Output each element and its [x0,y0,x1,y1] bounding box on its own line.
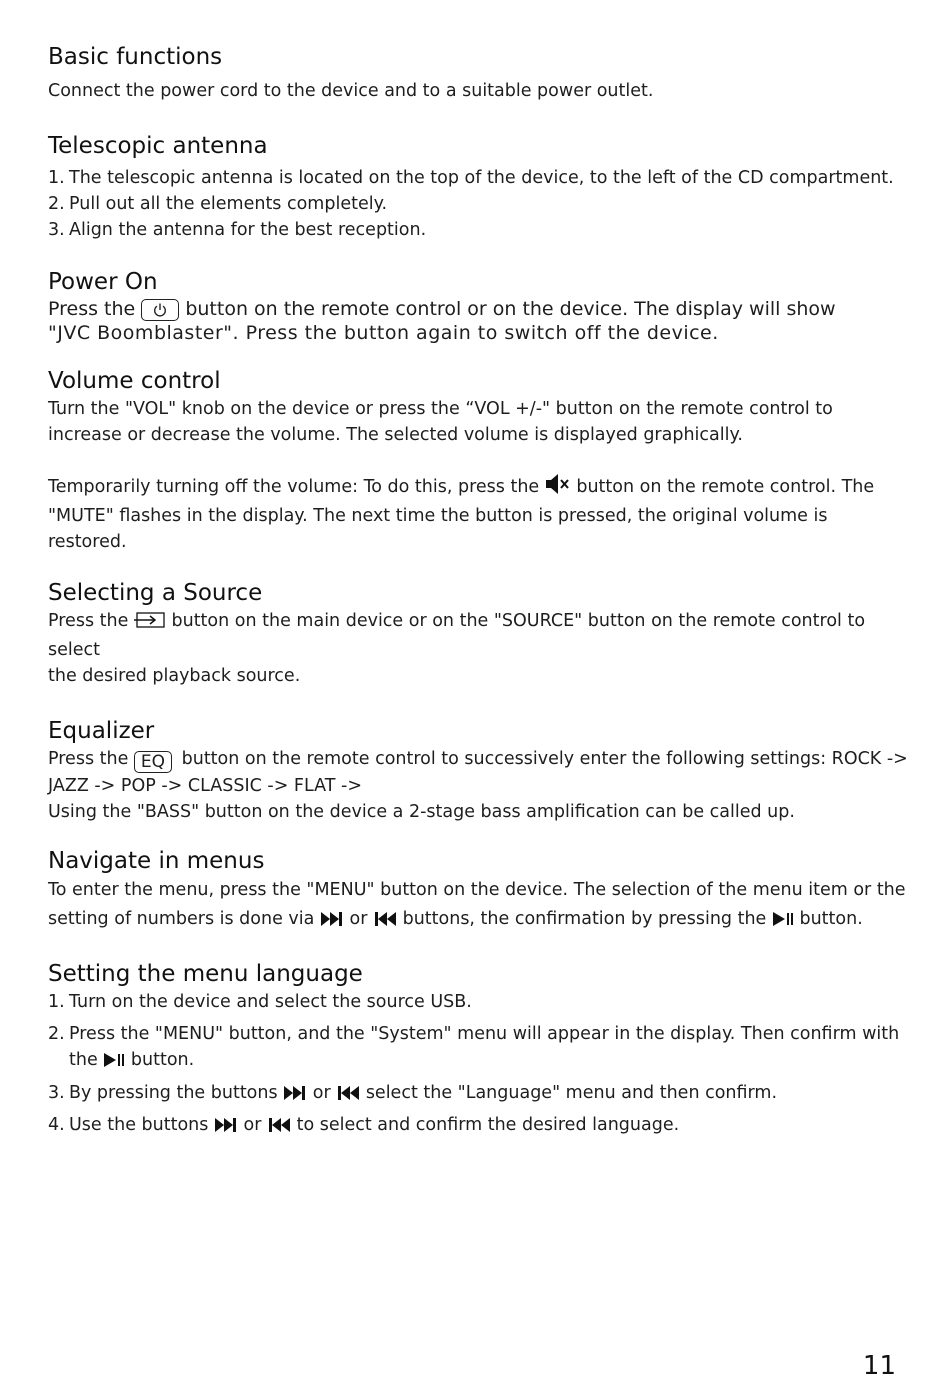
heading-navigate-menus: Navigate in menus [48,848,265,874]
list-item: 2. Pull out all the elements completely. [48,194,388,214]
section-power-on [48,267,908,345]
basic-functions-text: Connect the power cord to the device and to a suitable power outlet. [48,81,654,101]
section-equalizer [48,716,908,825]
mute-text: Temporarily turning off the volume: To do this, press the button on the remote control. The "MUTE" flashes in the display. The next time the button is pressed, the original volume is restored. [48,473,908,555]
list-item: 1. Turn on the device and select the source USB. [48,992,472,1012]
volume-control-text: Turn the "VOL" knob on the device or press the “VOL +/-" button on the remote control to increase or decrease the volume. The selected volume is displayed graphically. [48,399,833,445]
section-volume-control [48,366,908,555]
manual-page [48,42,908,1141]
heading-telescopic-antenna: Telescopic antenna [48,133,268,159]
antenna-steps [48,165,908,243]
play-pause-icon [772,908,794,937]
skip-next-icon [214,1115,238,1141]
equalizer-text: Press the EQ button on the remote control to successively enter the following settings: ROCK -> JAZZ -> POP -> CLASSIC -> FLAT -> Using the "BASS" button on the device a 2-stage bass amplification can be called up. [48,749,908,822]
skip-next-icon [320,908,344,937]
power-icon [141,299,179,321]
language-steps [48,989,908,1141]
navigate-menus-text: To enter the menu, press the "MENU" button on the device. The selection of the menu item or the setting of numbers is done via or buttons, the confirmation by pressing the button. [48,876,908,937]
list-item: 4. Use the buttons or to select and confirm the desired language. [48,1112,908,1141]
list-item: 1. The telescopic antenna is located on the top of the device, to the left of the CD compartment. [48,168,894,188]
list-item: 3. Align the antenna for the best reception. [48,220,427,240]
page-number: 11 [862,1351,896,1381]
skip-previous-icon [373,908,397,937]
selecting-source-text: Press the button on the main device or on the "SOURCE" button on the remote control to select the desired playback source. [48,611,866,686]
heading-selecting-source: Selecting a Source [48,580,263,606]
section-basic-functions [48,42,908,104]
play-pause-icon [103,1050,125,1076]
eq-button-icon: EQ [134,751,172,773]
skip-next-icon [283,1083,307,1109]
heading-menu-language: Setting the menu language [48,961,363,987]
section-menu-language [48,959,908,1141]
skip-previous-icon [267,1115,291,1141]
list-item: 2. Press the "MENU" button, and the "System" menu will appear in the display. Then confirm with the button. [48,1021,908,1076]
mute-icon [545,473,571,503]
power-on-text: Press the button on the remote control or on the device. The display will show "JVC Boomblaster". Press the button again to switch off the device. [48,298,836,344]
heading-volume-control: Volume control [48,368,221,394]
heading-equalizer: Equalizer [48,718,155,744]
skip-previous-icon [336,1083,360,1109]
source-input-icon [134,611,166,637]
section-navigate-menus [48,846,908,937]
heading-power-on: Power On [48,269,158,295]
section-telescopic-antenna [48,131,908,243]
section-selecting-source [48,578,908,689]
list-item: 3. By pressing the buttons or select the "Language" menu and then confirm. [48,1080,908,1109]
heading-basic-functions: Basic functions [48,44,223,70]
